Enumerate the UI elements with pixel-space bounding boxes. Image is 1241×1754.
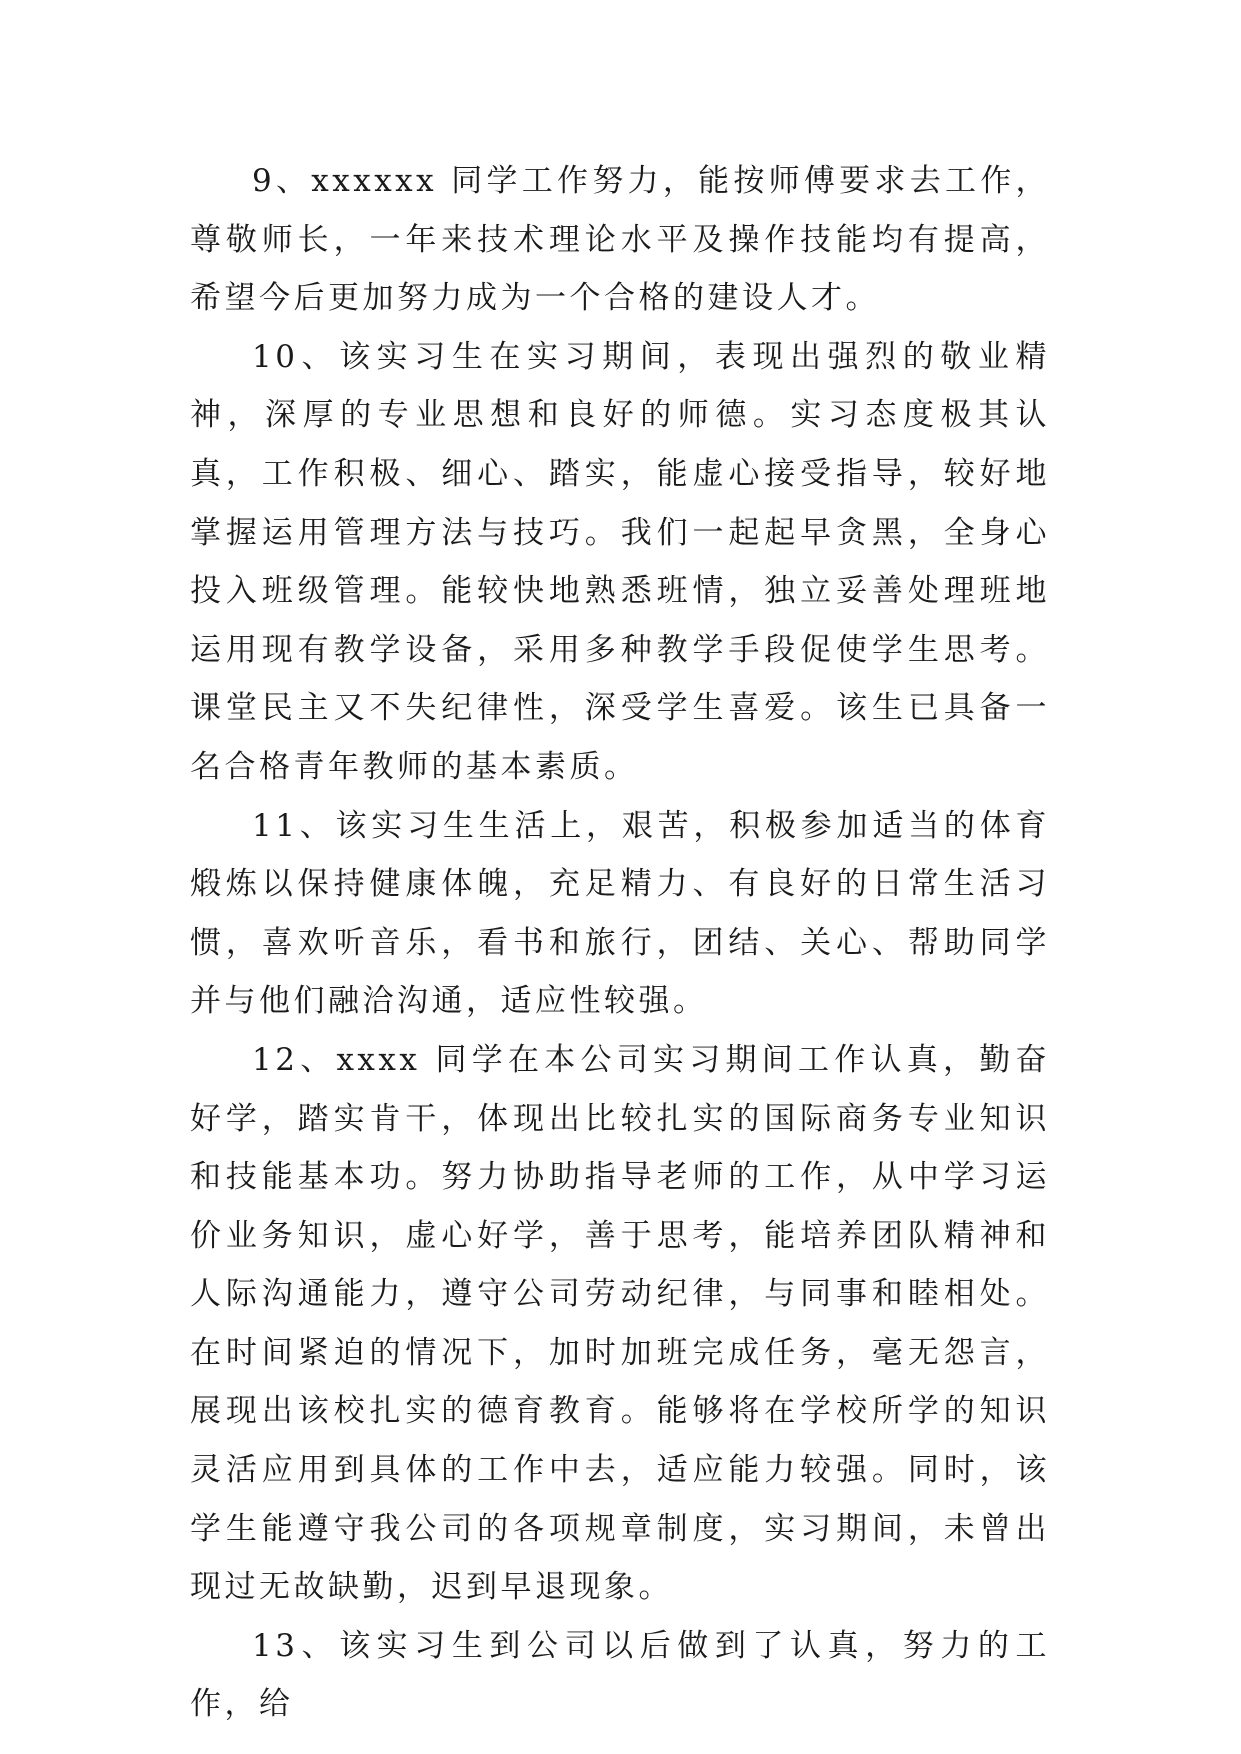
paragraph-12: 12、xxxx 同学在本公司实习期间工作认真，勤奋好学，踏实肯干，体现出比较扎实的国际商务专业知识和技能基本功。努力协助指导老师的工作，从中学习运价业务知识，虚心好学，善于思考，能培养团队精神和人际沟通能力，遵守公司劳动纪律，与同事和睦相处。在时间紧迫的情况下，加时加班完成任务，毫无怨言，展现出该校扎实的德育教育。能够将在学校所学的知识灵活应用到具体的工作中去，适应能力较强。同时，该学生能遵守我公司的各项规章制度，实习期间，未曾出现过无故缺勤，迟到早退现象。 [190,1041,1050,1606]
paragraph-13: 13、该实习生到公司以后做到了认真，努力的工作，给 [190,1627,1050,1723]
paragraph-9: 9、xxxxxx 同学工作努力，能按师傅要求去工作，尊敬师长，一年来技术理论水平及操作技能均有提高，希望今后更加努力成为一个合格的建设人才。 [190,163,1050,317]
paragraph-10: 10、该实习生在实习期间，表现出强烈的敬业精神，深厚的专业思想和良好的师德。实习态度极其认真，工作积极、细心、踏实，能虚心接受指导，较好地掌握运用管理方法与技巧。我们一起起早贪黑，全身心投入班级管理。能较快地熟悉班情，独立妥善处理班地运用现有教学设备，采用多种教学手段促使学生思考。课堂民主又不失纪律性，深受学生喜爱。该生已具备一名合格青年教师的基本素质。 [190,338,1050,785]
document-body [190,152,1050,1734]
paragraph-11: 11、该实习生生活上，艰苦，积极参加适当的体育煅炼以保持健康体魄，充足精力、有良好的日常生活习惯，喜欢听音乐，看书和旅行，团结、关心、帮助同学并与他们融洽沟通，适应性较强。 [190,807,1050,1020]
